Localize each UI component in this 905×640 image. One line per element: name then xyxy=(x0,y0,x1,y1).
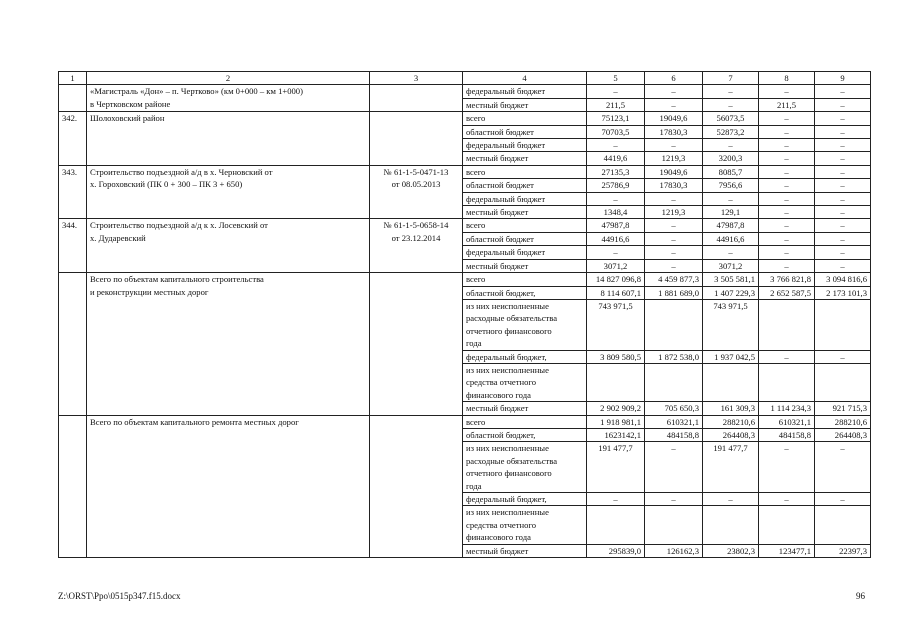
value-cell: – xyxy=(759,232,815,245)
row-number: 343. xyxy=(59,165,87,219)
value-cell: – xyxy=(759,192,815,205)
value-cell: 264408,3 xyxy=(703,428,759,441)
table-row xyxy=(59,112,871,125)
value-cell: 44916,6 xyxy=(587,232,645,245)
value-cell: 52873,2 xyxy=(703,125,759,138)
funding-source xyxy=(463,442,587,493)
object-name xyxy=(87,219,370,273)
value-cell: 1 407 229,3 xyxy=(703,286,759,299)
funding-source: всего xyxy=(463,415,587,428)
value-cell xyxy=(815,506,871,544)
value-cell xyxy=(645,506,703,544)
value-cell: – xyxy=(815,98,871,111)
funding-source: областной бюджет xyxy=(463,232,587,245)
value-cell: – xyxy=(645,85,703,98)
funding-source: федеральный бюджет, xyxy=(463,350,587,363)
value-cell: 484158,8 xyxy=(759,428,815,441)
value-cell: – xyxy=(815,192,871,205)
funding-source: федеральный бюджет xyxy=(463,85,587,98)
value-cell: – xyxy=(645,442,703,493)
col-header: 4 xyxy=(463,72,587,85)
doc-ref-line: № 61-1-5-0471-13 xyxy=(383,166,449,177)
funding-source: федеральный бюджет xyxy=(463,192,587,205)
row-number xyxy=(59,85,87,112)
value-cell: 191 477,7 xyxy=(703,442,759,493)
value-cell: 610321,1 xyxy=(759,415,815,428)
object-name xyxy=(87,273,370,415)
value-cell xyxy=(645,299,703,350)
funding-source: федеральный бюджет xyxy=(463,139,587,152)
value-cell: – xyxy=(815,165,871,178)
value-cell: 3071,2 xyxy=(703,259,759,272)
funding-source: местный бюджет xyxy=(463,402,587,415)
value-cell: 47987,8 xyxy=(703,219,759,232)
object-name-line: «Магистраль «Дон» – п. Чертково» (км 0+000 – км 1+000) xyxy=(90,86,303,97)
funding-source: местный бюджет xyxy=(463,544,587,557)
value-cell: – xyxy=(645,98,703,111)
value-cell: – xyxy=(587,246,645,259)
value-cell: 1348,4 xyxy=(587,206,645,219)
budget-table xyxy=(58,71,871,558)
col-header: 5 xyxy=(587,72,645,85)
value-cell: 1 918 981,1 xyxy=(587,415,645,428)
value-cell: 19049,6 xyxy=(645,112,703,125)
value-cell xyxy=(645,363,703,401)
funding-source: всего xyxy=(463,112,587,125)
value-cell: 22397,3 xyxy=(815,544,871,557)
funding-source-line: средства отчетного xyxy=(466,377,536,388)
object-name xyxy=(87,85,370,112)
value-cell: – xyxy=(587,85,645,98)
funding-source-line: года xyxy=(466,338,482,349)
col-header: 8 xyxy=(759,72,815,85)
row-number xyxy=(59,273,87,415)
value-cell: 2 652 587,5 xyxy=(759,286,815,299)
row-number: 342. xyxy=(59,112,87,166)
funding-source-line: из них неисполненные xyxy=(466,443,549,454)
object-name: Шолоховский район xyxy=(87,112,370,166)
funding-source xyxy=(463,363,587,401)
doc-ref-line: от 23.12.2014 xyxy=(391,232,441,243)
funding-source xyxy=(463,299,587,350)
table-row xyxy=(59,85,871,98)
value-cell: 743 971,5 xyxy=(587,299,645,350)
funding-source: областной бюджет, xyxy=(463,286,587,299)
value-cell: 14 827 096,8 xyxy=(587,273,645,286)
value-cell: – xyxy=(703,85,759,98)
value-cell: 19049,6 xyxy=(645,165,703,178)
col-header: 9 xyxy=(815,72,871,85)
value-cell xyxy=(815,299,871,350)
value-cell: 75123,1 xyxy=(587,112,645,125)
value-cell: – xyxy=(759,493,815,506)
header-row xyxy=(59,72,871,85)
value-cell: 25786,9 xyxy=(587,179,645,192)
value-cell: – xyxy=(759,259,815,272)
funding-source-line: финансового года xyxy=(466,389,531,400)
funding-source: областной бюджет, xyxy=(463,428,587,441)
value-cell: 44916,6 xyxy=(703,232,759,245)
value-cell: 17830,3 xyxy=(645,125,703,138)
funding-source-line: из них неисполненные xyxy=(466,300,549,311)
value-cell: – xyxy=(815,206,871,219)
value-cell: – xyxy=(815,232,871,245)
funding-source-line: финансового года xyxy=(466,532,531,543)
doc-ref-line: от 08.05.2013 xyxy=(391,179,441,190)
value-cell: – xyxy=(759,219,815,232)
value-cell: – xyxy=(759,152,815,165)
doc-ref xyxy=(370,415,463,557)
value-cell xyxy=(703,363,759,401)
value-cell: 4 459 877,3 xyxy=(645,273,703,286)
value-cell: – xyxy=(645,493,703,506)
value-cell: – xyxy=(759,139,815,152)
value-cell: 1 872 538,0 xyxy=(645,350,703,363)
funding-source-line: из них неисполненные xyxy=(466,364,549,375)
object-name-line: х. Дударевский xyxy=(90,232,146,243)
value-cell: 3 809 580,5 xyxy=(587,350,645,363)
value-cell: 264408,3 xyxy=(815,428,871,441)
value-cell: – xyxy=(703,192,759,205)
value-cell: 47987,8 xyxy=(587,219,645,232)
value-cell: 1 114 234,3 xyxy=(759,402,815,415)
value-cell: 8085,7 xyxy=(703,165,759,178)
value-cell: 126162,3 xyxy=(645,544,703,557)
value-cell: – xyxy=(703,493,759,506)
value-cell: – xyxy=(645,232,703,245)
value-cell xyxy=(759,363,815,401)
value-cell: – xyxy=(815,152,871,165)
value-cell: 484158,8 xyxy=(645,428,703,441)
value-cell: – xyxy=(815,493,871,506)
funding-source: областной бюджет xyxy=(463,179,587,192)
value-cell: 3 094 816,6 xyxy=(815,273,871,286)
value-cell: – xyxy=(759,246,815,259)
funding-source-line: из них неисполненные xyxy=(466,507,549,518)
value-cell: 17830,3 xyxy=(645,179,703,192)
value-cell: – xyxy=(759,206,815,219)
value-cell: 743 971,5 xyxy=(703,299,759,350)
object-name: Всего по объектам капитального ремонта местных дорог xyxy=(87,415,370,557)
value-cell: 8 114 607,1 xyxy=(587,286,645,299)
funding-source: местный бюджет xyxy=(463,152,587,165)
table-row xyxy=(59,219,871,232)
col-header: 6 xyxy=(645,72,703,85)
row-number xyxy=(59,415,87,557)
col-header: 3 xyxy=(370,72,463,85)
value-cell: 1219,3 xyxy=(645,152,703,165)
value-cell: – xyxy=(815,85,871,98)
value-cell: – xyxy=(645,139,703,152)
value-cell: 1 937 042,5 xyxy=(703,350,759,363)
value-cell: – xyxy=(703,246,759,259)
value-cell: – xyxy=(645,246,703,259)
funding-source: федеральный бюджет xyxy=(463,246,587,259)
funding-source-line: отчетного финансового xyxy=(466,468,552,479)
object-name xyxy=(87,165,370,219)
value-cell: – xyxy=(645,192,703,205)
value-cell: 2 902 909,2 xyxy=(587,402,645,415)
value-cell: – xyxy=(815,246,871,259)
table-row xyxy=(59,415,871,428)
object-name-line: и реконструкции местных дорог xyxy=(90,286,209,297)
value-cell: – xyxy=(703,139,759,152)
value-cell: – xyxy=(759,112,815,125)
value-cell: – xyxy=(703,98,759,111)
funding-source-line: расходные обязательства xyxy=(466,455,558,466)
value-cell: 3 766 821,8 xyxy=(759,273,815,286)
doc-ref xyxy=(370,219,463,273)
value-cell: 3071,2 xyxy=(587,259,645,272)
value-cell xyxy=(759,506,815,544)
funding-source: местный бюджет xyxy=(463,206,587,219)
value-cell: – xyxy=(759,165,815,178)
value-cell: – xyxy=(815,442,871,493)
value-cell: 123477,1 xyxy=(759,544,815,557)
value-cell: 288210,6 xyxy=(703,415,759,428)
page-number: 96 xyxy=(856,591,865,601)
value-cell: 705 650,3 xyxy=(645,402,703,415)
value-cell: – xyxy=(645,259,703,272)
value-cell: 27135,3 xyxy=(587,165,645,178)
funding-source: всего xyxy=(463,165,587,178)
value-cell: 1623142,1 xyxy=(587,428,645,441)
value-cell: 3200,3 xyxy=(703,152,759,165)
col-header: 1 xyxy=(59,72,87,85)
value-cell xyxy=(815,363,871,401)
object-name-line: х. Гороховский (ПК 0 + 300 – ПК 3 + 650) xyxy=(90,179,243,190)
value-cell: – xyxy=(759,125,815,138)
object-name-line: Строительство подъездной а/д к х. Лосевский от xyxy=(90,220,268,231)
funding-source: местный бюджет xyxy=(463,98,587,111)
value-cell: 161 309,3 xyxy=(703,402,759,415)
value-cell: – xyxy=(815,139,871,152)
object-name-line: Всего по объектам капитального строительства xyxy=(90,274,264,285)
value-cell xyxy=(759,299,815,350)
value-cell: 2 173 101,3 xyxy=(815,286,871,299)
value-cell: 288210,6 xyxy=(815,415,871,428)
funding-source-line: года xyxy=(466,480,482,491)
value-cell: – xyxy=(815,219,871,232)
object-name-line: в Чертковском районе xyxy=(90,98,171,109)
value-cell: 129,1 xyxy=(703,206,759,219)
doc-ref-line: № 61-1-5-0658-14 xyxy=(383,220,449,231)
funding-source-line: расходные обязательства xyxy=(466,313,558,324)
funding-source: всего xyxy=(463,219,587,232)
value-cell: – xyxy=(759,350,815,363)
value-cell: – xyxy=(815,350,871,363)
value-cell: – xyxy=(815,179,871,192)
funding-source: всего xyxy=(463,273,587,286)
value-cell: 921 715,3 xyxy=(815,402,871,415)
value-cell: 295839,0 xyxy=(587,544,645,557)
doc-ref xyxy=(370,85,463,112)
col-header: 2 xyxy=(87,72,370,85)
object-name-line: Строительство подъездной а/д в х. Черновский от xyxy=(90,166,273,177)
value-cell: 211,5 xyxy=(759,98,815,111)
value-cell: – xyxy=(759,179,815,192)
value-cell: 610321,1 xyxy=(645,415,703,428)
funding-source: федеральный бюджет, xyxy=(463,493,587,506)
footer-file-path: Z:\ORST\Ppo\0515p347.f15.docx xyxy=(58,591,181,601)
doc-ref xyxy=(370,112,463,166)
table-row xyxy=(59,165,871,178)
funding-source: местный бюджет xyxy=(463,259,587,272)
value-cell: 211,5 xyxy=(587,98,645,111)
value-cell xyxy=(587,363,645,401)
value-cell: 3 505 581,1 xyxy=(703,273,759,286)
row-number: 344. xyxy=(59,219,87,273)
funding-source: областной бюджет xyxy=(463,125,587,138)
value-cell: 191 477,7 xyxy=(587,442,645,493)
value-cell: 7956,6 xyxy=(703,179,759,192)
value-cell: 4419,6 xyxy=(587,152,645,165)
value-cell: – xyxy=(587,192,645,205)
value-cell: – xyxy=(587,493,645,506)
value-cell: 1 881 689,0 xyxy=(645,286,703,299)
doc-ref xyxy=(370,165,463,219)
value-cell: – xyxy=(815,259,871,272)
value-cell: 56073,5 xyxy=(703,112,759,125)
value-cell: – xyxy=(815,125,871,138)
funding-source-line: средства отчетного xyxy=(466,519,536,530)
value-cell: 1219,3 xyxy=(645,206,703,219)
col-header: 7 xyxy=(703,72,759,85)
value-cell: 23802,3 xyxy=(703,544,759,557)
funding-source xyxy=(463,506,587,544)
table-row xyxy=(59,273,871,286)
value-cell: – xyxy=(759,442,815,493)
value-cell: – xyxy=(759,85,815,98)
value-cell: 70703,5 xyxy=(587,125,645,138)
value-cell: – xyxy=(815,112,871,125)
doc-ref xyxy=(370,273,463,415)
value-cell: – xyxy=(645,219,703,232)
funding-source-line: отчетного финансового xyxy=(466,325,552,336)
value-cell xyxy=(587,506,645,544)
value-cell xyxy=(703,506,759,544)
value-cell: – xyxy=(587,139,645,152)
